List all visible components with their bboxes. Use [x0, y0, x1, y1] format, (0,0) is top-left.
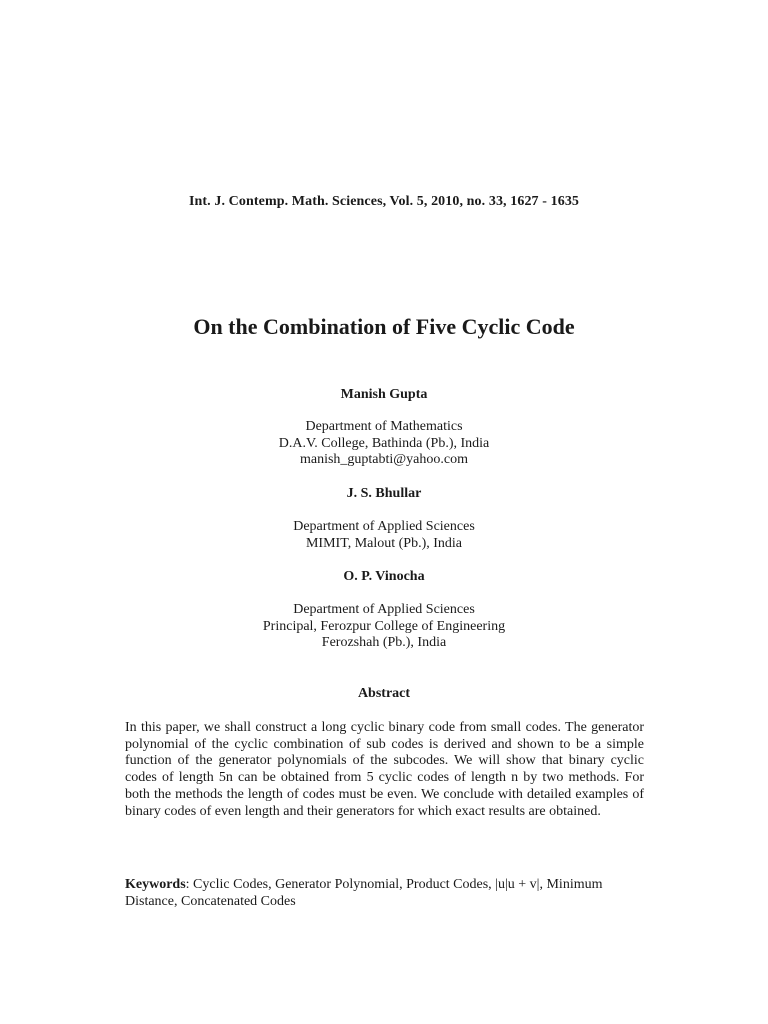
affiliation-line: MIMIT, Malout (Pb.), India — [305, 535, 463, 551]
abstract-heading: Abstract — [357, 686, 411, 701]
author-affiliation — [0, 602, 768, 652]
author-name: J. S. Bhullar — [346, 486, 422, 501]
author-affiliation — [0, 519, 768, 552]
paper-title: On the Combination of Five Cyclic Code — [193, 314, 575, 339]
affiliation-line: Department of Applied Sciences — [293, 519, 475, 534]
journal-reference: Int. J. Contemp. Math. Sciences, Vol. 5, 2010, no. 33, 1627 - 1635 — [188, 194, 580, 209]
author-name: Manish Gupta — [340, 387, 428, 402]
affiliation-line: Ferozshah (Pb.), India — [321, 635, 447, 650]
author-email: manish_guptabti@yahoo.com — [299, 452, 469, 467]
keywords — [125, 877, 644, 910]
author-name: O. P. Vinocha — [343, 569, 425, 584]
keywords-text: : Cyclic Codes, Generator Polynomial, Product Codes, |u|u + v|, Minimum Distance, Concatenated Codes — [125, 877, 603, 909]
affiliation-line: Department of Mathematics — [305, 419, 463, 434]
keywords-label: Keywords — [125, 877, 186, 892]
affiliation-line: D.A.V. College, Bathinda (Pb.), India — [278, 435, 490, 451]
author-affiliation — [0, 419, 768, 469]
abstract-text: In this paper, we shall construct a long cyclic binary code from small codes. The generator polynomial of the cyclic combination of sub codes is derived and shown to be a simple function of the generator polynomials of the subcodes. We will show that binary cyclic codes of length 5n can be obtained from 5 cyclic codes of length n by two methods. For both the methods the length of codes must be even. We conclude with detailed examples of binary codes of even length and their generators for which exact results are obtained. — [125, 720, 644, 819]
affiliation-line: Principal, Ferozpur College of Engineering — [262, 618, 506, 634]
affiliation-line: Department of Applied Sciences — [293, 602, 475, 617]
